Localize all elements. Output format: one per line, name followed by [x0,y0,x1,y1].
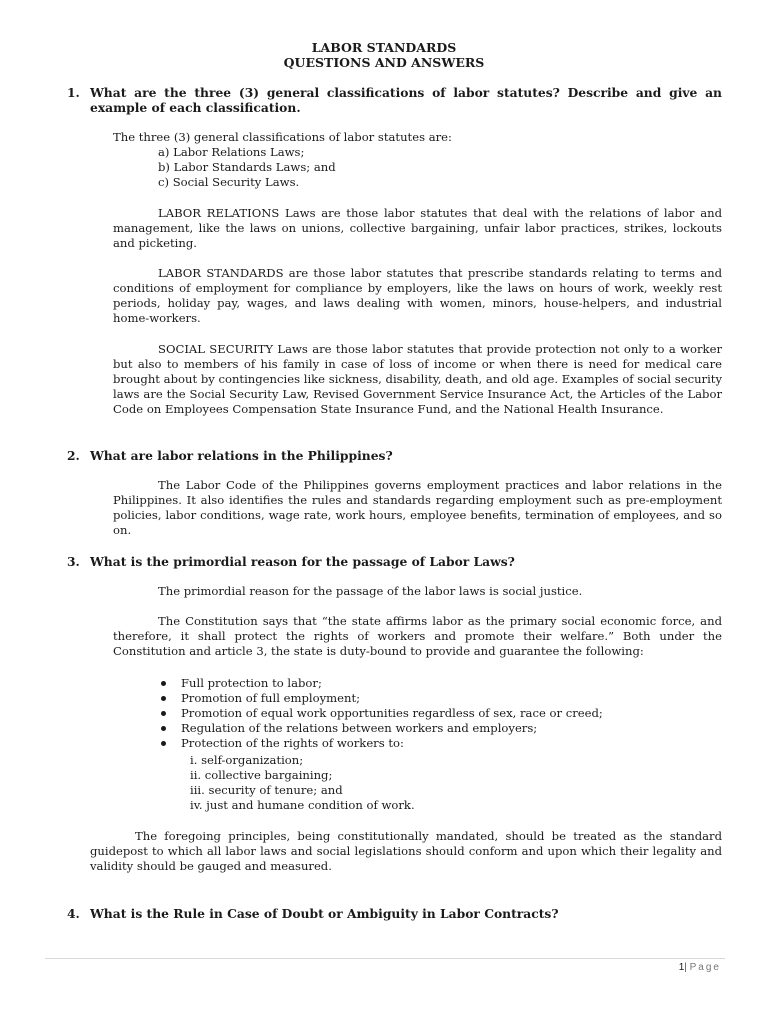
page-word: Page [689,962,721,973]
list-item: ii. collective bargaining; [190,768,333,782]
list-item [158,676,718,691]
question-number: 1. [67,85,80,100]
q3-answer-2: The Constitution says that “the state affirms labor as the primary social economic force, and therefore, it shall protect the rights of workers and promote their welfare.” Both under the Constitution and article 3, the state is duty-bound to provide and guarantee the following: [113,614,722,658]
q3-conclusion: The foregoing principles, being constitutionally mandated, should be treated as the standard guidepost to which all labor laws and social legislations should conform and upon which their legality and validity should be gauged and measured. [90,829,722,873]
list-item: c) Social Security Laws. [158,175,300,189]
question-1 [67,85,722,115]
title-line-2: QUESTIONS AND ANSWERS [283,55,485,70]
list-item-text: Promotion of equal work opportunities regardless of sex, race or creed; [181,706,603,720]
list-item: i. self-organization; [190,753,304,767]
para-social-security: SOCIAL SECURITY Laws are those labor statutes that provide protection not only to a worker but also to members of his family in case of loss of income or when there is need for medical care brought about by contingencies like sickness, disability, death, and old age. Examples of social security laws are the Social Security Law, Revised Government Service Insurance Act, the Articles of the Labor Code on Employees Compensation State Insurance Fund, and the National Health Insurance. [113,342,722,416]
page-footer [679,962,721,974]
q3-answer-1: The primordial reason for the passage of the labor laws is social justice. [158,584,583,598]
list-item: a) Labor Relations Laws; [158,145,305,159]
para-labor-relations: LABOR RELATIONS Laws are those labor statutes that deal with the relations of labor and management, like the laws on unions, collective bargaining, unfair labor practices, strikes, lockouts and picketing. [113,206,722,250]
bullet-icon [161,681,166,686]
title-line-1: LABOR STANDARDS [311,40,457,55]
footer-divider [45,958,725,959]
q2-answer: The Labor Code of the Philippines governs employment practices and labor relations in the Philippines. It also identifies the rules and standards regarding employment such as pre-employment policies, labor conditions, wage rate, work hours, employee benefits, termination of employees, and so on. [113,478,722,537]
question-4 [67,906,722,921]
question-text: What is the Rule in Case of Doubt or Ambiguity in Labor Contracts? [90,906,559,921]
question-2 [67,448,722,463]
question-text: What is the primordial reason for the passage of Labor Laws? [90,554,515,569]
list-item-text: Protection of the rights of workers to: [181,736,404,750]
para-labor-standards: LABOR STANDARDS are those labor statutes that prescribe standards relating to terms and conditions of employment for compliance by employers, like the laws on hours of work, weekly rest periods, holiday pay, wages, and laws dealing with women, minors, house-helpers, and industrial home-workers. [113,266,722,325]
guarantee-list [158,676,718,751]
question-3 [67,554,722,569]
list-item [158,706,718,721]
bullet-icon [161,726,166,731]
list-item: iv. just and humane condition of work. [190,798,415,812]
bullet-icon [161,696,166,701]
list-item [158,736,718,751]
classification-list [158,145,336,190]
bullet-icon [161,741,166,746]
bullet-icon [161,711,166,716]
question-number: 3. [67,554,80,569]
list-item [158,721,718,736]
list-item [158,691,718,706]
question-text: What are the three (3) general classifications of labor statutes? Describe and give an example of each classification. [90,85,722,115]
q1-intro: The three (3) general classifications of labor statutes are: [113,130,452,144]
question-number: 4. [67,906,80,921]
footer-separator: | [684,962,687,973]
question-text: What are labor relations in the Philippines? [90,448,393,463]
page-number: 1 [678,962,685,973]
list-item-text: Regulation of the relations between workers and employers; [181,721,538,735]
question-number: 2. [67,448,80,463]
list-item: iii. security of tenure; and [190,783,343,797]
list-item-text: Full protection to labor; [181,676,322,690]
list-item-text: Promotion of full employment; [181,691,361,705]
document-title [0,40,768,70]
list-item: b) Labor Standards Laws; and [158,160,336,174]
worker-rights-list [190,753,415,813]
